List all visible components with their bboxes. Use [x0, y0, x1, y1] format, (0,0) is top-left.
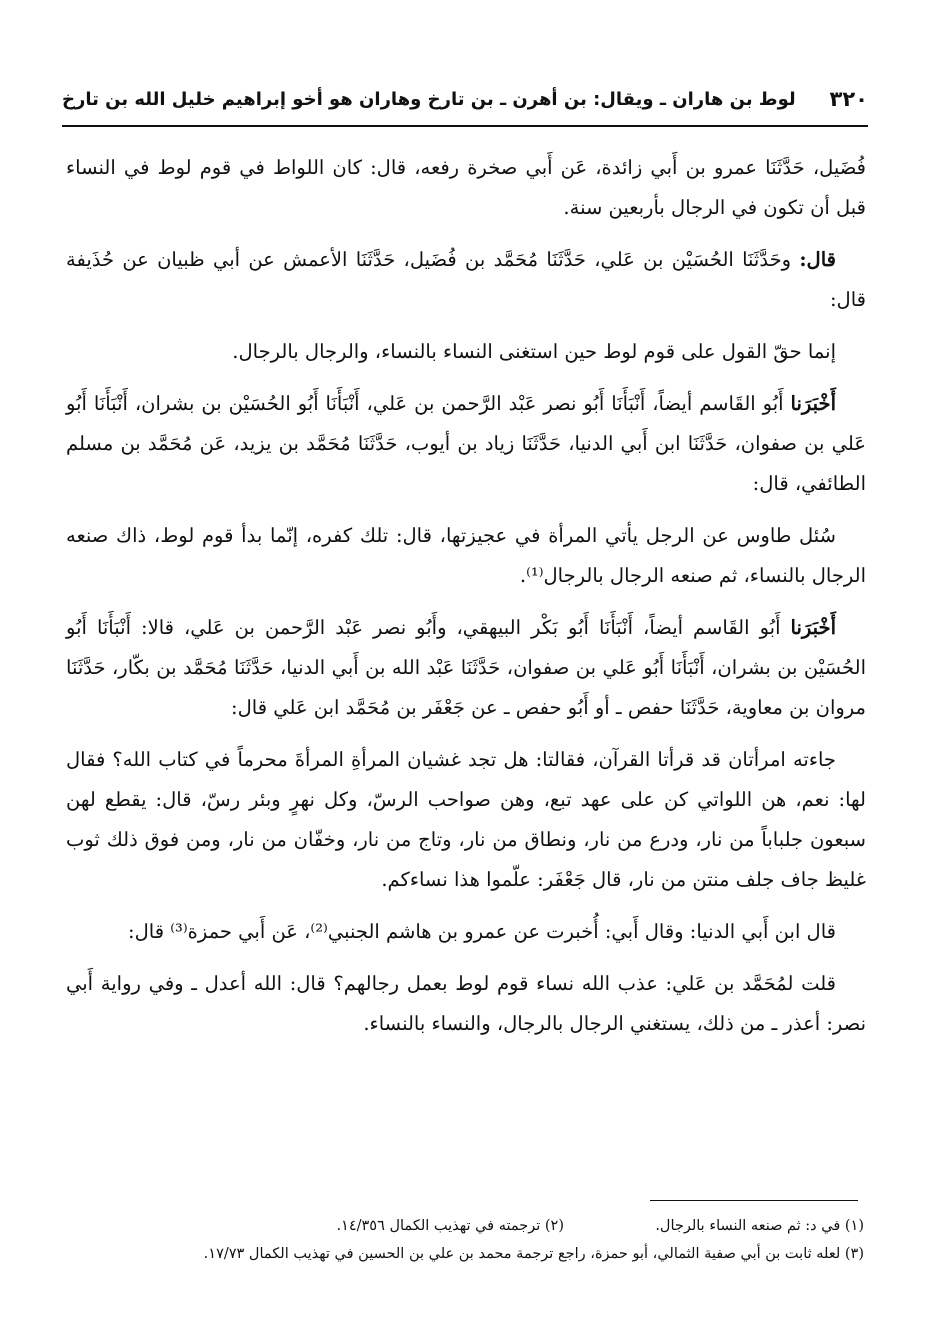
paragraph-lead: قال: [799, 248, 836, 271]
footnote-rule [650, 1200, 858, 1201]
paragraph-6 [66, 608, 866, 728]
footnote-1: (١) في د: ثم صنعه النساء بالرجال. [655, 1218, 864, 1234]
paragraph-8 [66, 912, 866, 952]
paragraph-3 [66, 332, 866, 372]
paragraph-2 [66, 240, 866, 320]
paragraph-text: فُضَيل، حَدَّثَنَا عمرو بن أَبي زائدة، عَن أَبي صخرة رفعه، قال: كان اللواط في قوم لوط في النساء قبل أن تكون في الرجال بأربعين سنة. [66, 156, 866, 219]
page-number: ٣٢٠ [829, 87, 868, 111]
header-rule [62, 125, 868, 127]
footnote-3: (٣) لعله ثابت بن أبي صفية الثمالي، أبو حمزة، راجع ترجمة محمد بن علي بن الحسين في تهذيب الكمال ١٧/٧٣. [203, 1246, 864, 1262]
footnote-row [66, 1240, 864, 1268]
paragraph-4 [66, 384, 866, 504]
paragraph-text: إنما حقّ القول على قوم لوط حين استغنى النساء بالنساء، والرجال بالرجال. [232, 340, 836, 363]
footnote-2: (٢) ترجمته في تهذيب الكمال ١٤/٣٥٦. [336, 1218, 564, 1234]
paragraph-9 [66, 964, 866, 1044]
paragraph-text: قال ابن أَبي الدنيا: وقال أَبي: أُخبرت عن عمرو بن هاشم الجنبي⁽²⁾، عَن أَبي حمزة⁽³⁾ قال: [128, 920, 836, 943]
footnote-row [66, 1212, 864, 1240]
paragraph-text: قلت لمُحَمَّد بن عَلي: عذب الله نساء قوم لوط بعمل رجالهم؟ قال: الله أعدل ـ وفي رواية أَبي نصر: أعذر ـ من ذلك، يستغني الرجال بالرجال، والنساء بالنساء. [66, 972, 866, 1035]
paragraph-text: وحَدَّثَنَا الحُسَيْن بن عَلي، حَدَّثَنَا مُحَمَّد بن فُضَيل، حَدَّثَنَا الأعمش عن أبي ظبيان عن حُذَيفة قال: [66, 248, 866, 311]
page-header [62, 80, 868, 118]
paragraph-5 [66, 516, 866, 596]
paragraph-1 [66, 148, 866, 228]
footnotes [66, 1212, 864, 1268]
running-title: لوط بن هاران ـ ويقال: بن أهرن ـ بن تارخ وهاران هو أخو إبراهيم خليل الله بن تارخ [62, 88, 796, 110]
paragraph-text: جاءته امرأتان قد قرأتا القرآن، فقالتا: هل تجد غشيان المرأةِ المرأةَ محرماً في كتاب الله؟ فقال لها: نعم، هن اللواتي كن على عهد تبع، وهن صواحب الرسّ، وكل نهرٍ وبئر رسّ، قال: يقطع لهن سبعون جلباباً من نار، ودرع من نار، ونطاق من نار، وتاج من نار، وخفّان من نار، ومن فوق ذلك ثوب غليظ جاف جلف منتن من نار، قال جَعْفَر: علّموا هذا نساءكم. [66, 748, 866, 891]
paragraph-7 [66, 740, 866, 900]
paragraph-lead: أَخْبَرَنا [790, 616, 836, 639]
paragraph-text: سُئل طاوس عن الرجل يأتي المرأة في عجيزتها، قال: تلك كفره، إنّما بدأ قوم لوط، ذاك صنعه الرجال بالنساء، ثم صنعه الرجال بالرجال⁽¹⁾. [66, 524, 866, 587]
paragraph-text: أَبُو القَاسم أيضاً، أَنْبَأَنَا أَبُو نصر عَبْد الرَّحمن بن عَلي، أَنْبَأَنَا أَبُو الحُسَيْن بن بشران، أَنْبَأَنَا أَبُو عَلي بن صفوان، حَدَّثَنَا ابن أَبي الدنيا، حَدَّثَنَا زياد بن أيوب، حَدَّثَنَا مُحَمَّد بن يزيد، عَن مُحَمَّد بن مسلم الطائفي، قال: [66, 392, 866, 495]
main-text [66, 148, 866, 1056]
paragraph-text: أَبُو القَاسم أيضاً، أَنْبَأَنَا أَبُو بَكْر البيهقي، وأَبُو نصر عَبْد الرَّحمن بن عَلي، قالا: أَنْبَأَنَا أَبُو الحُسَيْن بن بشران، أَنْبَأَنَا أَبُو عَلي بن صفوان، حَدَّثَنَا عَبْد الله بن أَبي الدنيا، حَدَّثَنَا مُحَمَّد بن بكّار، حَدَّثَنَا مروان بن معاوية، حَدَّثَنَا حفص ـ أو أَبُو حفص ـ عن جَعْفَر بن مُحَمَّد ابن عَلي قال: [66, 616, 866, 719]
paragraph-lead: أَخْبَرَنا [790, 392, 836, 415]
